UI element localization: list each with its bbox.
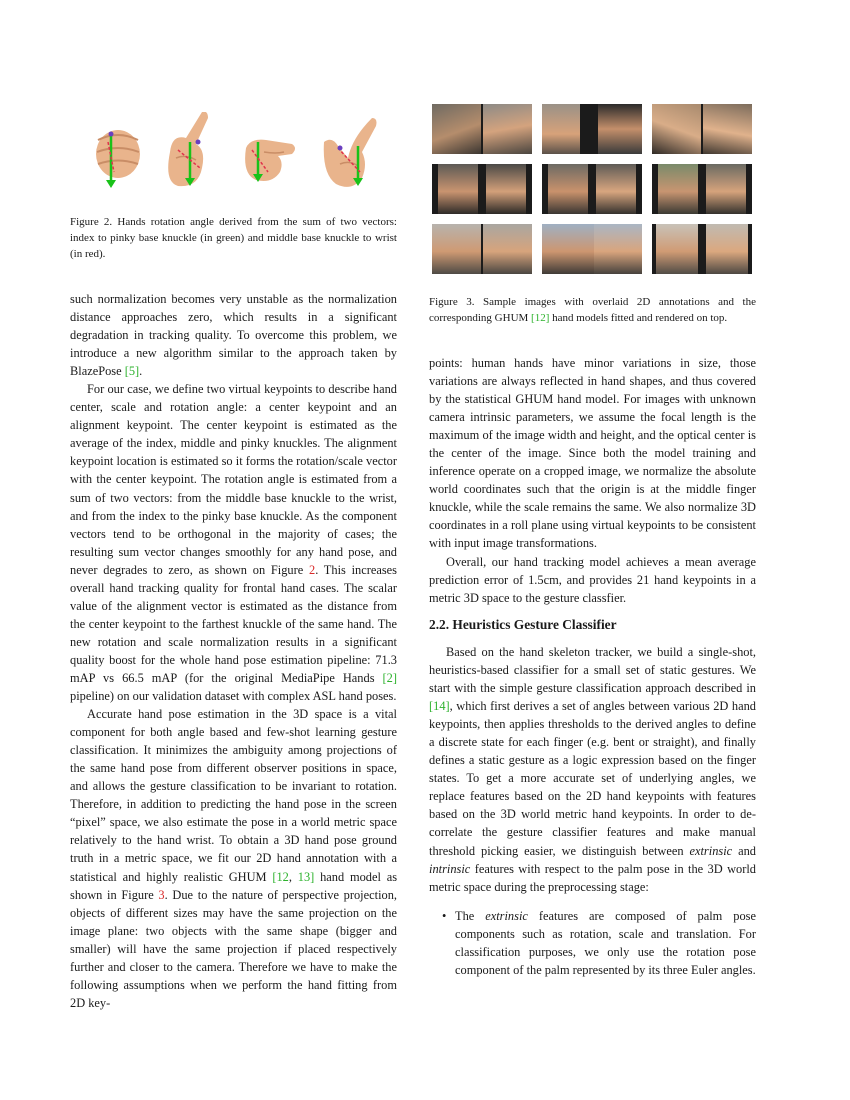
hand-open-illustration [318,112,384,192]
figure-3-tile [542,224,642,274]
figure-3-tile [652,164,752,214]
figure-3-tile [542,164,642,214]
figure-3-image-grid [432,104,754,274]
figure-2-caption [70,214,397,262]
paragraph: such normalization becomes very unstable as the normalization distance approaches zero, which results in a significant degradation in tracking quality. To overcome this problem, we introduce a new algorithm similar to the approach taken by BlazePose [5]. [70,292,397,379]
figure-3-tile [432,164,532,214]
figure-3-tile [432,104,532,154]
citation-link[interactable]: [5] [124,364,140,379]
figure-2-hands [70,112,397,192]
paragraph: For our case, we define two virtual keypoints to describe hand center, scale and rotation angle: a center keypoint and an alignment keypoint. The center keypoint is estimated as the average of the index, middle and pinky knuckles. The alignment keypoint location is estimated so it forms the rotation/scale vector with the center keypoint. The rotation angle is estimated from a sum of two vectors: from the middle base knuckle to the wrist, and from the index to the pinky base knuckle. As the component vectors tend to be orthogonal in the majority of cases; the resulting sum vector changes smoothly for any hand pose, and never degrades to zero, as shown on Figure 2. This increases overall hand tracking quality for frontal hand cases. The scalar value of the alignment vector is estimated as the distance from the center keypoint to the farthest knuckle of the same hand. The new rotation and scale normalization results in a significant quality boost for the whole hand pose estimation pipeline: 71.3 mAP vs 66.5 mAP (for the original MediaPipe Hands [2] pipeline) on our validation dataset with complex ASL hand poses. [70,382,397,704]
figure-3-tile [652,224,752,274]
figure-2-caption-text: Figure 2. Hands rotation angle derived from the sum of two vectors: index to pinky base knuckle (in green) and middle base knuckle to wrist (in red). [70,216,397,260]
right-column-body [429,354,756,607]
citation-link[interactable]: [12 [272,869,289,884]
paragraph: Accurate hand pose estimation in the 3D space is a vital component for both angle based and few-shot learning gesture classification. It minimizes the ambiguity among projections of the same hand pose from different observer positions in space, and allows the gesture classification to be invariant to rotation. Therefore, in addition to predicting the hand pose in the screen “pixel” space, we also estimate the pose in a world metric space relatively to the hand wrist. To obtain a 3D hand pose ground truth in a metric space, we fit our 2D hand annotation with a statistical and highly realistic GHUM [12, 13] hand model as shown in Figure 3. Due to the nature of perspective projection, objects of different sizes may have the same projection on the image plane: two objects with the same shape (bigger and smaller) will have the same projection if placed respectively further and closer to the camera. Therefore we have to make the following assumptions when we perform the hand fitting from 2D key- [70,707,398,1010]
list-item: • The extrinsic features are composed of palm pose components such as rotation, scale and translation. For classification purposes, we only use the rotation pose component of the palm represented by its three Euler angles. [442,909,756,978]
hand-sideways-illustration [238,112,300,192]
section-heading: 2.2. Heuristics Gesture Classifier [429,617,617,632]
citation-link[interactable]: 13] [297,869,315,884]
citation-link[interactable]: [2] [382,670,397,685]
bullet-marker: • [442,909,447,923]
hand-fist-illustration [84,112,150,192]
right-column-section-body [429,643,756,896]
section-heading-block [429,616,756,634]
figure-reference-link[interactable]: 2 [308,562,316,577]
citation-link[interactable]: [12] [531,312,550,324]
figure-3-caption: Figure 3. Sample images with overlaid 2D annotations and the corresponding GHUM [12] hand models fitted and rendered on top. [429,296,756,324]
left-column-body [70,290,397,1012]
paragraph: Based on the hand skeleton tracker, we build a single-shot, heuristics-based classifier for a small set of static gestures. We start with the simple gesture classification approach described in [14], which first derives a set of angles between various 2D hand keypoints, then applies thresholds to the derived angles to define a discrete state for each finger (e.g. bent or straight), and finally defines a static gesture as a logic expression based on the finger states. To get a more accurate set of underlying angles, we replace features based on the 2D hand keypoints with features based on the 3D world metric hand keypoints. In order to de-correlate the gesture classifier features and make manual threshold picking easier, we distinguish between extrinsic and intrinsic features with respect to the palm pose in the 3D world metric space during the preprocessing stage: [429,645,756,894]
paragraph: Overall, our hand tracking model achieves a mean average prediction error of 1.5cm, and provides 21 hand keypoints in a metric 3D space to the gesture classfier. [429,554,756,605]
figure-3-tile [542,104,642,154]
hand-pointing-illustration [156,112,218,192]
citation-link[interactable]: [14] [429,699,450,714]
bullet-list [429,907,756,979]
paragraph: points: human hands have minor variations in size, those variations are always reflected in hand shapes, and thus covered by the statistical GHUM hand model. For images with unknown camera intrinsic parameters, we assume the focal length is the maximum of the image width and height, and the optical center is the center of the image. Since both the model training and inference operate on a cropped image, we normalize the absolute world coordinates such that the origin is at the middle finger knuckle, while the scale remains the same. We also normalize 3D coordinates in a roll plane using virtual keypoints to be consistent with input image transformations. [429,356,756,551]
figure-3-tile [432,224,532,274]
figure-reference-link[interactable]: 3 [158,887,165,902]
figure-3-tile [652,104,752,154]
